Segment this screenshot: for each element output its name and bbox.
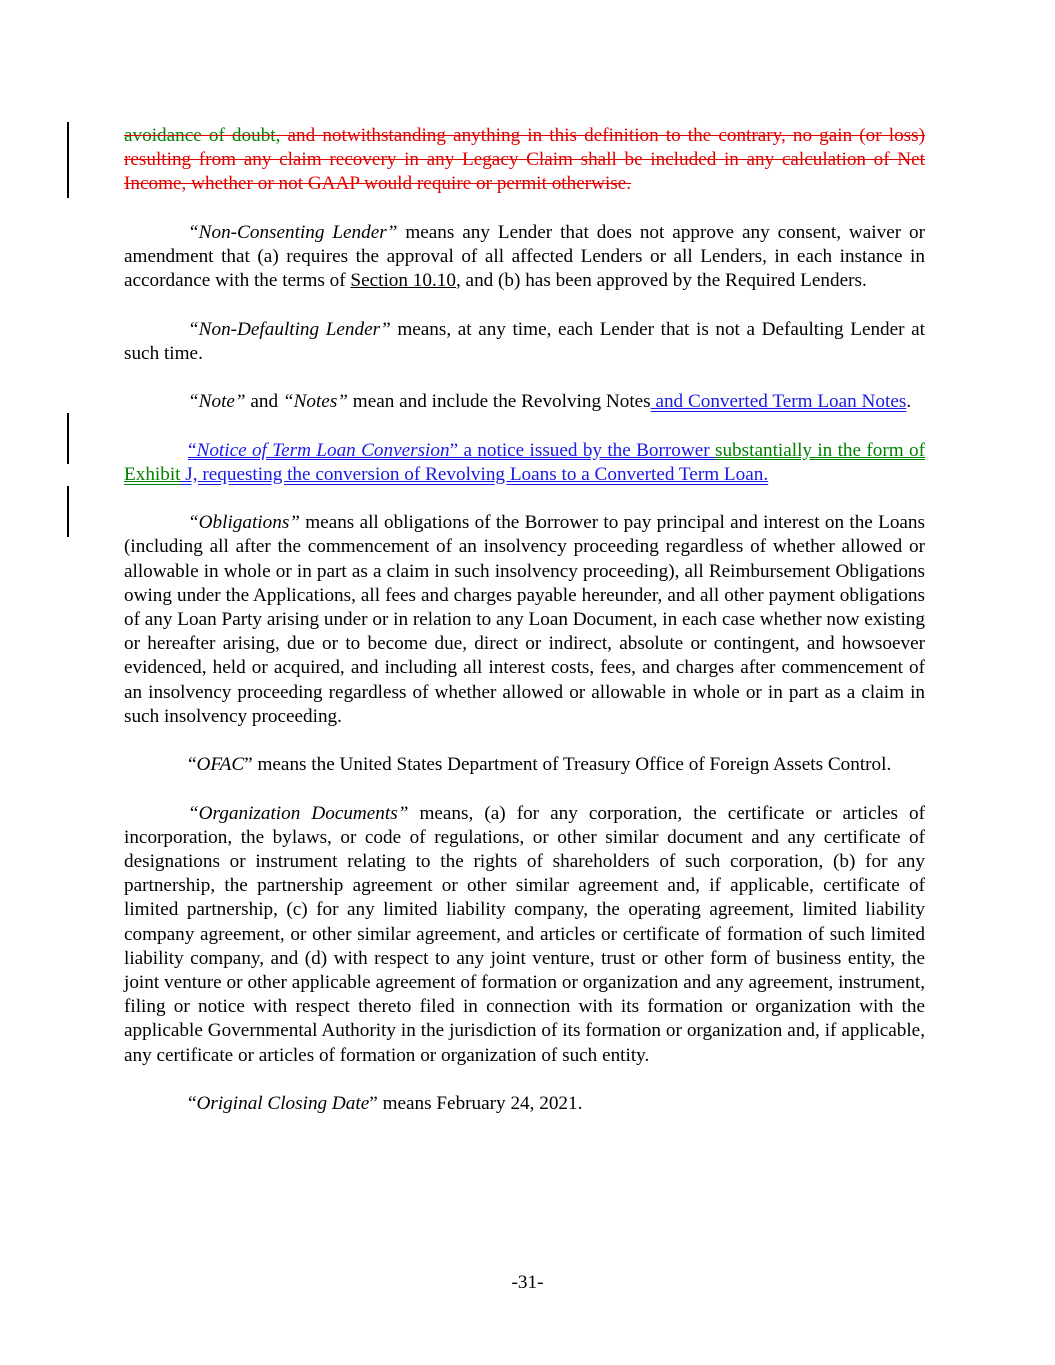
definition-text: and [245, 391, 283, 413]
moved-inserted-text: substantially in the form of Exhibit [124, 439, 925, 485]
definition-text: means the United States Department of Treasury Office of Foreign Assets Control. [252, 754, 892, 776]
definition-text: . [906, 391, 912, 413]
inserted-text: and Converted Term Loan Notes [650, 391, 907, 413]
definition-text: , and (b) has been approved by the Required Lenders. [455, 270, 867, 292]
defined-term: “Notes” [282, 391, 348, 413]
defined-term: Notice of Term Loan Conversion [196, 439, 450, 461]
moved-deleted-text: avoidance of doubt, [124, 125, 281, 146]
defined-term: “Note” [188, 391, 246, 413]
defined-term: Original Closing Date [196, 1093, 370, 1114]
change-bar [67, 486, 69, 537]
inserted-text: “ [188, 439, 197, 461]
quote-mark: “ [188, 754, 197, 776]
section-reference: Section 10.10 [350, 270, 456, 292]
definition-text: means any Lender that does not approve any consent, waiver or amendment that (a) requires the approval of all affected Lenders or all Lenders, in each instance in accordance with the terms of [124, 221, 925, 292]
definition-original-closing-date [124, 1092, 925, 1116]
defined-term: “Obligations” [188, 512, 300, 534]
definition-text: means all obligations of the Borrower to pay principal and interest on the Loans (including all after the commencement of an insolvency proceeding regardless of whether allowed or allowable in whole or in part as a claim in such insolvency proceeding), all Reimbursement Obligations owing under the Applications, all fees and charges payable hereunder, and all other payment obligations of any Loan Party arising under or in relation to any Loan Document, in each case whether now existing or hereafter arising, due or to become due, direct or indirect, absolute or contingent, and howsoever evidenced, held or acquired, and including all interest costs, fees, and charges after commencement of an insolvency proceeding regardless of whether allowed or allowable in whole or in part as a claim in such insolvency proceeding. [124, 512, 925, 727]
document-page [124, 124, 925, 1140]
change-bar [67, 413, 69, 464]
definition-text: means, at any time, each Lender that is not a Defaulting Lender at such time. [124, 318, 925, 364]
inserted-text: ” [449, 439, 459, 461]
definition-text: means February 24, 2021. [377, 1093, 583, 1114]
defined-term: “Non-Defaulting Lender” [188, 318, 391, 340]
definition-text: mean and include the Revolving Notes [347, 391, 651, 413]
definition-non-defaulting-lender [124, 318, 925, 366]
page-number: -31- [511, 1272, 544, 1293]
defined-term: “Organization Documents” [188, 802, 409, 824]
definition-ofac [124, 753, 925, 777]
quote-mark: ” [244, 754, 253, 776]
paragraph-continuation [124, 124, 925, 197]
quote-mark: ” [369, 1093, 378, 1114]
inserted-text: a notice issued by the Borrower [458, 439, 715, 461]
change-bar [67, 122, 69, 198]
definition-note [124, 390, 925, 414]
defined-term: “Non-Consenting Lender” [188, 221, 398, 243]
quote-mark: “ [188, 1093, 197, 1114]
definition-non-consenting-lender [124, 221, 925, 294]
inserted-text: J, requesting the conversion of Revolving Loans to a Converted Term Loan. [180, 463, 769, 485]
definition-obligations [124, 511, 925, 729]
definition-organization-documents [124, 802, 925, 1068]
defined-term: OFAC [196, 754, 245, 776]
definition-notice-of-term-loan-conversion [124, 439, 925, 487]
deleted-text: and notwithstanding anything in this definition to the contrary, no gain (or loss) resulting from any claim recovery in any Legacy Claim shall be included in any calculation of Net Income, whether or not GAAP would require or permit otherwise. [124, 125, 925, 195]
definition-text: means, (a) for any corporation, the certificate or articles of incorporation, the bylaws, or code of regulations, or other similar document and any certificate of designations or instrument relating to the rights of shareholders of such corporation, (b) for any partnership, the partnership agreement or other similar agreement and, if applicable, certificate of limited partnership, (c) for any limited liability company, the operating agreement, limited liability company agreement, or other similar agreement, and articles or certificate of formation of such limited liability company, and (d) with respect to any joint venture, trust or other form of business entity, the joint venture or other applicable agreement of formation or organization and any agreement, instrument, filing or notice with respect thereto filed in connection with its formation or organization with the applicable Governmental Authority in the jurisdiction of its formation or organization and, if applicable, any certificate or articles of formation or organization of such entity. [124, 802, 925, 1066]
